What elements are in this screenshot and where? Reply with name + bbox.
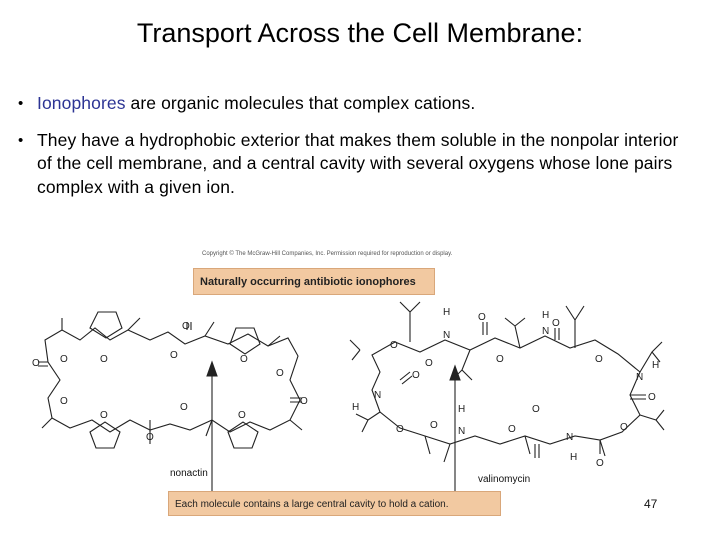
atom-label: O — [552, 318, 560, 329]
atom-label: O — [100, 354, 108, 365]
bullet-dot: • — [18, 95, 24, 112]
figure-caption: Each molecule contains a large central cavity to hold a cation. — [168, 491, 501, 516]
atom-label: O — [430, 420, 438, 431]
atom-label: H — [652, 360, 660, 371]
atom-label: O — [276, 368, 284, 379]
atom-label: O — [390, 340, 398, 351]
atom-label: H — [352, 402, 360, 413]
bullet-text: are organic molecules that complex cations. — [125, 93, 476, 113]
atom-label: O — [60, 396, 68, 407]
atom-label: H — [443, 307, 451, 318]
figure-header-label: Naturally occurring antibiotic ionophores — [193, 268, 435, 295]
atom-label: O — [648, 392, 656, 403]
figure-copyright: Copyright © The McGraw-Hill Companies, Inc. Permission required for reproduction or display. — [202, 251, 453, 257]
atom-label: O — [182, 321, 190, 332]
atom-label: N — [636, 372, 644, 383]
atom-label: O — [170, 350, 178, 361]
atom-label: O — [238, 410, 246, 421]
atom-label: H — [542, 310, 550, 321]
valinomycin-atoms — [352, 307, 659, 469]
atom-label: O — [478, 312, 486, 323]
bullet-text: They have a hydrophobic exterior that makes them soluble in the nonpolar interior of the cell membrane, and a central cavity with several oxygens whose lone pairs complex with a given ion. — [37, 129, 679, 197]
atom-label: N — [374, 390, 382, 401]
atom-label: N — [542, 326, 550, 337]
atom-label: O — [595, 354, 603, 365]
highlight-term: Ionophores — [37, 93, 126, 113]
slide-title: Transport Across the Cell Membrane: — [136, 18, 584, 48]
page-number: 47 — [644, 497, 658, 511]
atom-label: O — [32, 358, 40, 369]
atom-label: O — [100, 410, 108, 421]
atom-label: N — [566, 432, 574, 443]
nonactin-label: nonactin — [170, 468, 208, 479]
atom-label: O — [508, 424, 516, 435]
atom-label: N — [443, 330, 451, 341]
atom-label: N — [458, 426, 466, 437]
valinomycin-label: valinomycin — [478, 474, 531, 485]
atom-label: O — [300, 396, 308, 407]
atom-label: H — [570, 452, 578, 463]
atom-label: O — [596, 458, 604, 469]
atom-label: H — [458, 404, 466, 415]
atom-label: O — [425, 358, 433, 369]
bullet-dot: • — [18, 131, 24, 149]
atom-label: O — [240, 354, 248, 365]
atom-label: O — [412, 370, 420, 381]
atom-label: O — [532, 404, 540, 415]
atom-label: O — [496, 354, 504, 365]
atom-label: O — [60, 354, 68, 365]
valinomycin-structure — [350, 302, 664, 495]
atom-label: O — [180, 402, 188, 413]
atom-label: O — [620, 422, 628, 433]
atom-label: O — [146, 432, 154, 443]
nonactin-atoms — [32, 321, 308, 443]
atom-label: O — [396, 424, 404, 435]
